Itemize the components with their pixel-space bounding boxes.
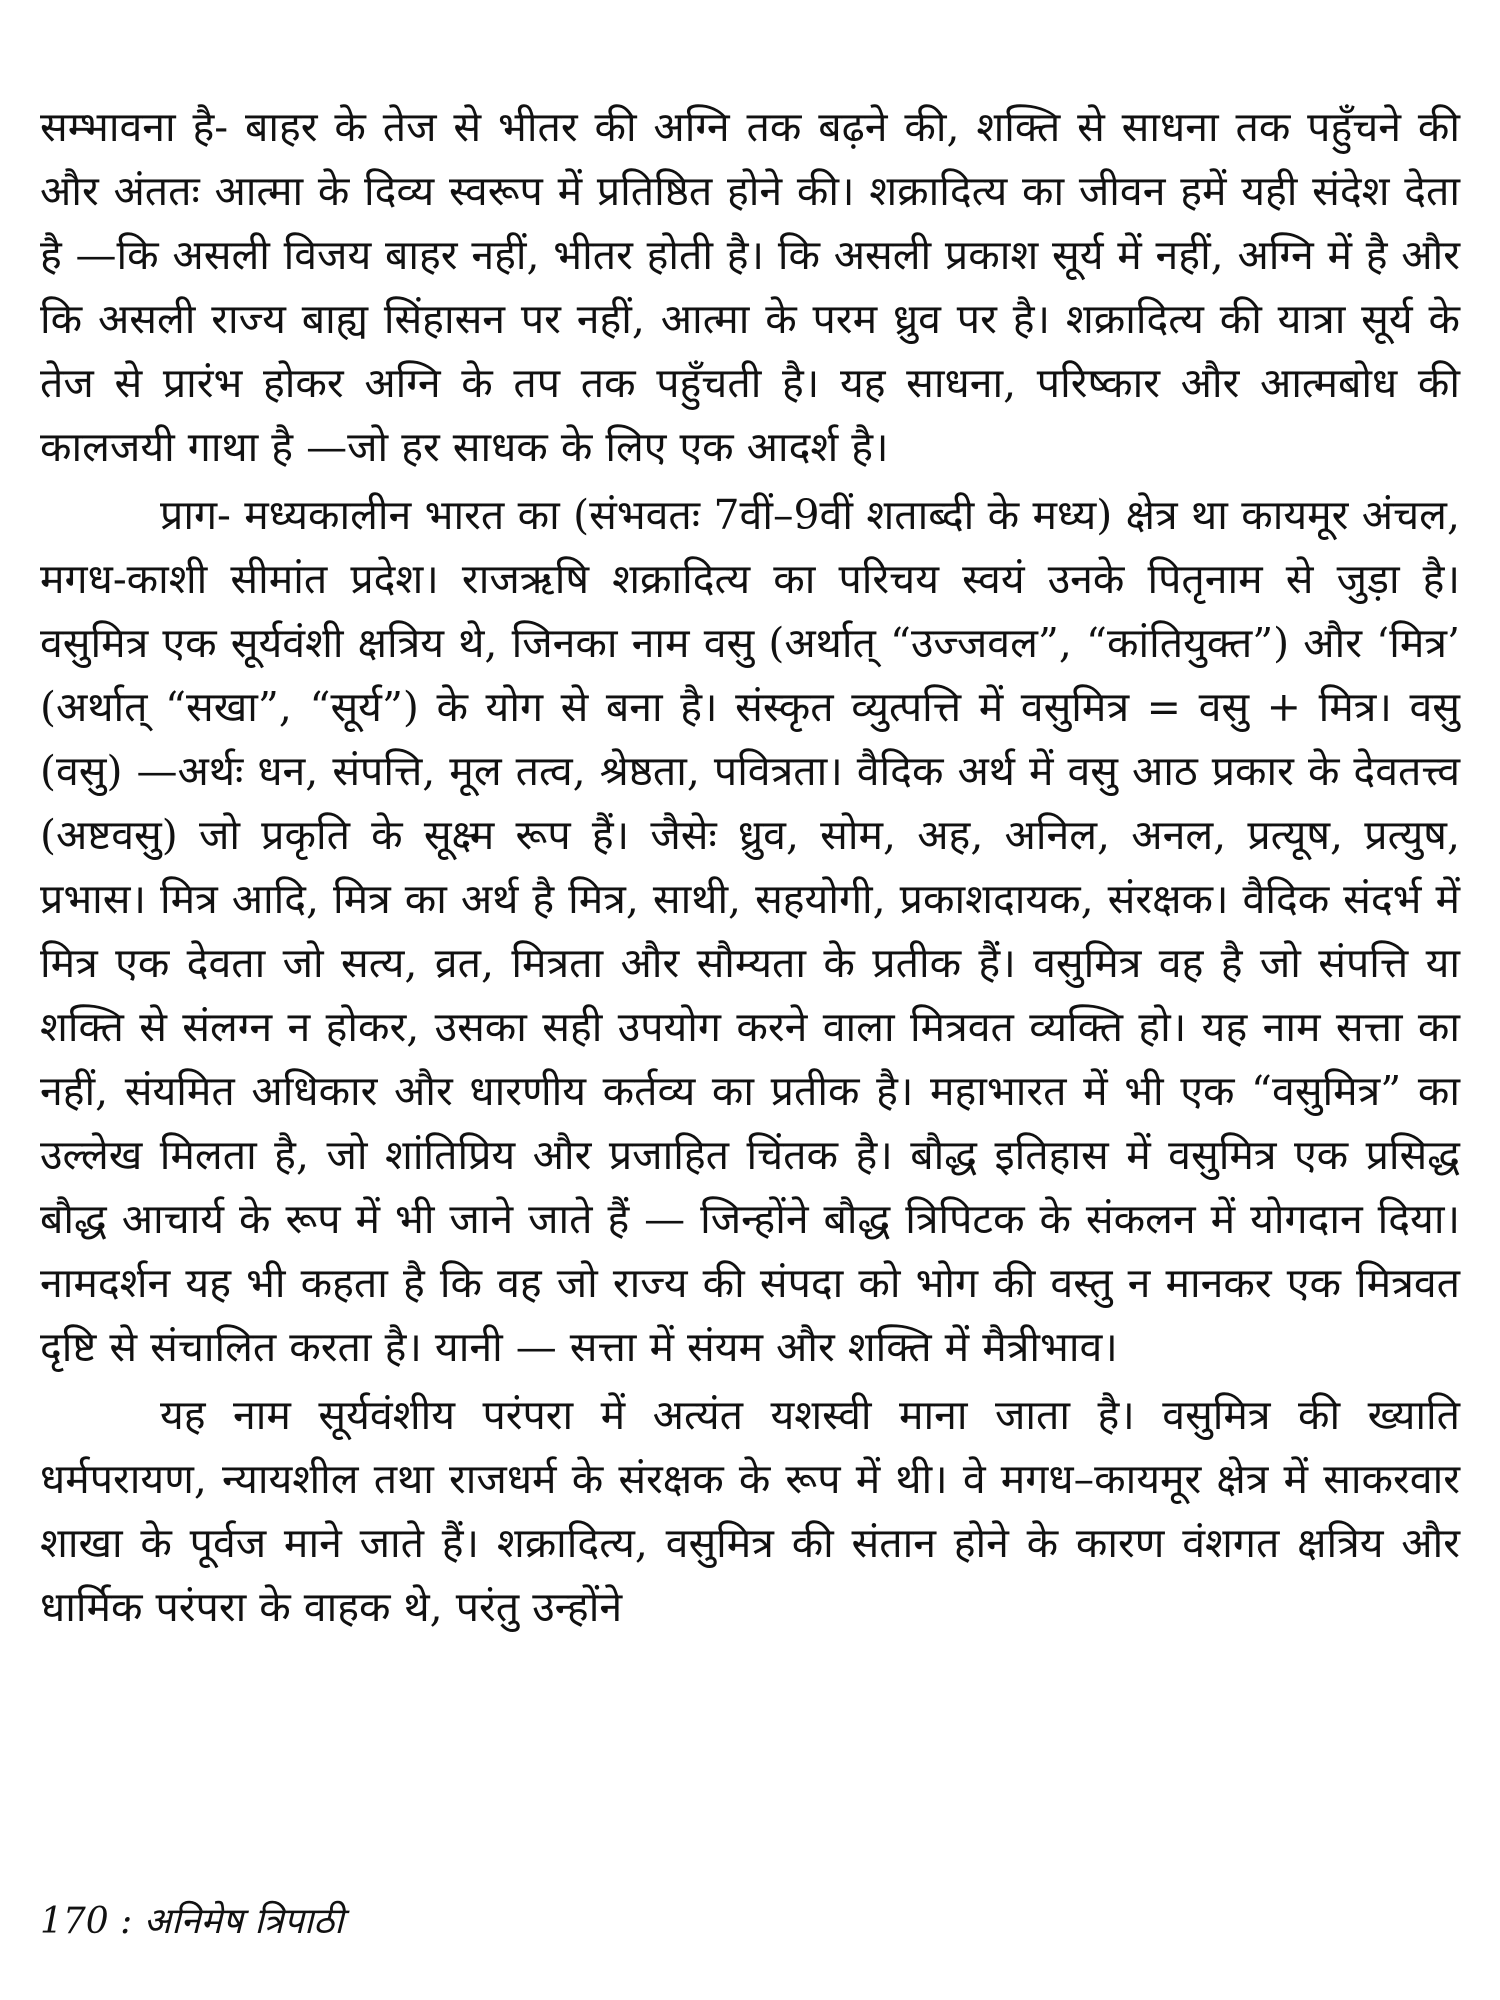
- paragraph-2: प्राग- मध्यकालीन भारत का (संभवतः 7वीं–9वीं शताब्दी के मध्य) क्षेत्र था कायमूर अंचल, मगध-काशी सीमांत प्रदेश। राजऋषि शक्रादित्य का परिचय स्वयं उनके पितृनाम से जुड़ा है। वसुमित्र एक सूर्यवंशी क्षत्रिय थे, जिनका नाम वसु (अर्थात् “उज्जवल”, “कांतियुक्त”) और ‘मित्र’ (अर्थात् “सखा”, “सूर्य”) के योग से बना है। संस्कृत व्युत्पत्ति में वसुमित्र = वसु + मित्र। वसु (वसु) —अर्थः धन, संपत्ति, मूल तत्व, श्रेष्ठता, पवित्रता। वैदिक अर्थ में वसु आठ प्रकार के देवतत्त्व (अष्टवसु) जो प्रकृति के सूक्ष्म रूप हैं। जैसेः ध्रुव, सोम, अह, अनिल, अनल, प्रत्यूष, प्रत्युष, प्रभास। मित्र आदि, मित्र का अर्थ है मित्र, साथी, सहयोगी, प्रकाशदायक, संरक्षक। वैदिक संदर्भ में मित्र एक देवता जो सत्य, व्रत, मित्रता और सौम्यता के प्रतीक हैं। वसुमित्र वह है जो संपत्ति या शक्ति से संलग्न न होकर, उसका सही उपयोग करने वाला मित्रवत व्यक्ति हो। यह नाम सत्ता का नहीं, संयमित अधिकार और धारणीय कर्तव्य का प्रतीक है। महाभारत में भी एक “वसुमित्र” का उल्लेख मिलता है, जो शांतिप्रिय और प्रजाहित चिंतक है। बौद्ध इतिहास में वसुमित्र एक प्रसिद्ध बौद्ध आचार्य के रूप में भी जाने जाते हैं — जिन्होंने बौद्ध त्रिपिटक के संकलन में योगदान दिया। नामदर्शन यह भी कहता है कि वह जो राज्य की संपदा को भोग की वस्तु न मानकर एक मित्रवत दृष्टि से संचालित करता है। यानी — सत्ता में संयम और शक्ति में मैत्रीभाव।: [40, 491, 1460, 1371]
- paragraph-1: सम्भावना है- बाहर के तेज से भीतर की अग्नि तक बढ़ने की, शक्ति से साधना तक पहुँचने की और अंततः आत्मा के दिव्य स्वरूप में प्रतिष्ठित होने की। शक्रादित्य का जीवन हमें यही संदेश देता है —कि असली विजय बाहर नहीं, भीतर होती है। कि असली प्रकाश सूर्य में नहीं, अग्नि में है और कि असली राज्य बाह्य सिंहासन पर नहीं, आत्मा के परम ध्रुव पर है। शक्रादित्य की यात्रा सूर्य के तेज से प्रारंभ होकर अग्नि के तप तक पहुँचती है। यह साधना, परिष्कार और आत्मबोध की कालजयी गाथा है —जो हर साधक के लिए एक आदर्श है।: [40, 103, 1460, 471]
- paragraph-3: यह नाम सूर्यवंशीय परंपरा में अत्यंत यशस्वी माना जाता है। वसुमित्र की ख्याति धर्मपरायण, न्यायशील तथा राजधर्म के संरक्षक के रूप में थी। वे मगध–कायमूर क्षेत्र में साकरवार शाखा के पूर्वज माने जाते हैं। शक्रादित्य, वसुमित्र की संतान होने के कारण वंशगत क्षत्रिय और धार्मिक परंपरा के वाहक थे, परंतु उन्होंने: [40, 1391, 1460, 1631]
- page-body: [40, 95, 1460, 1639]
- page-footer: 170 : अनिमेष त्रिपाठी: [40, 1901, 344, 1942]
